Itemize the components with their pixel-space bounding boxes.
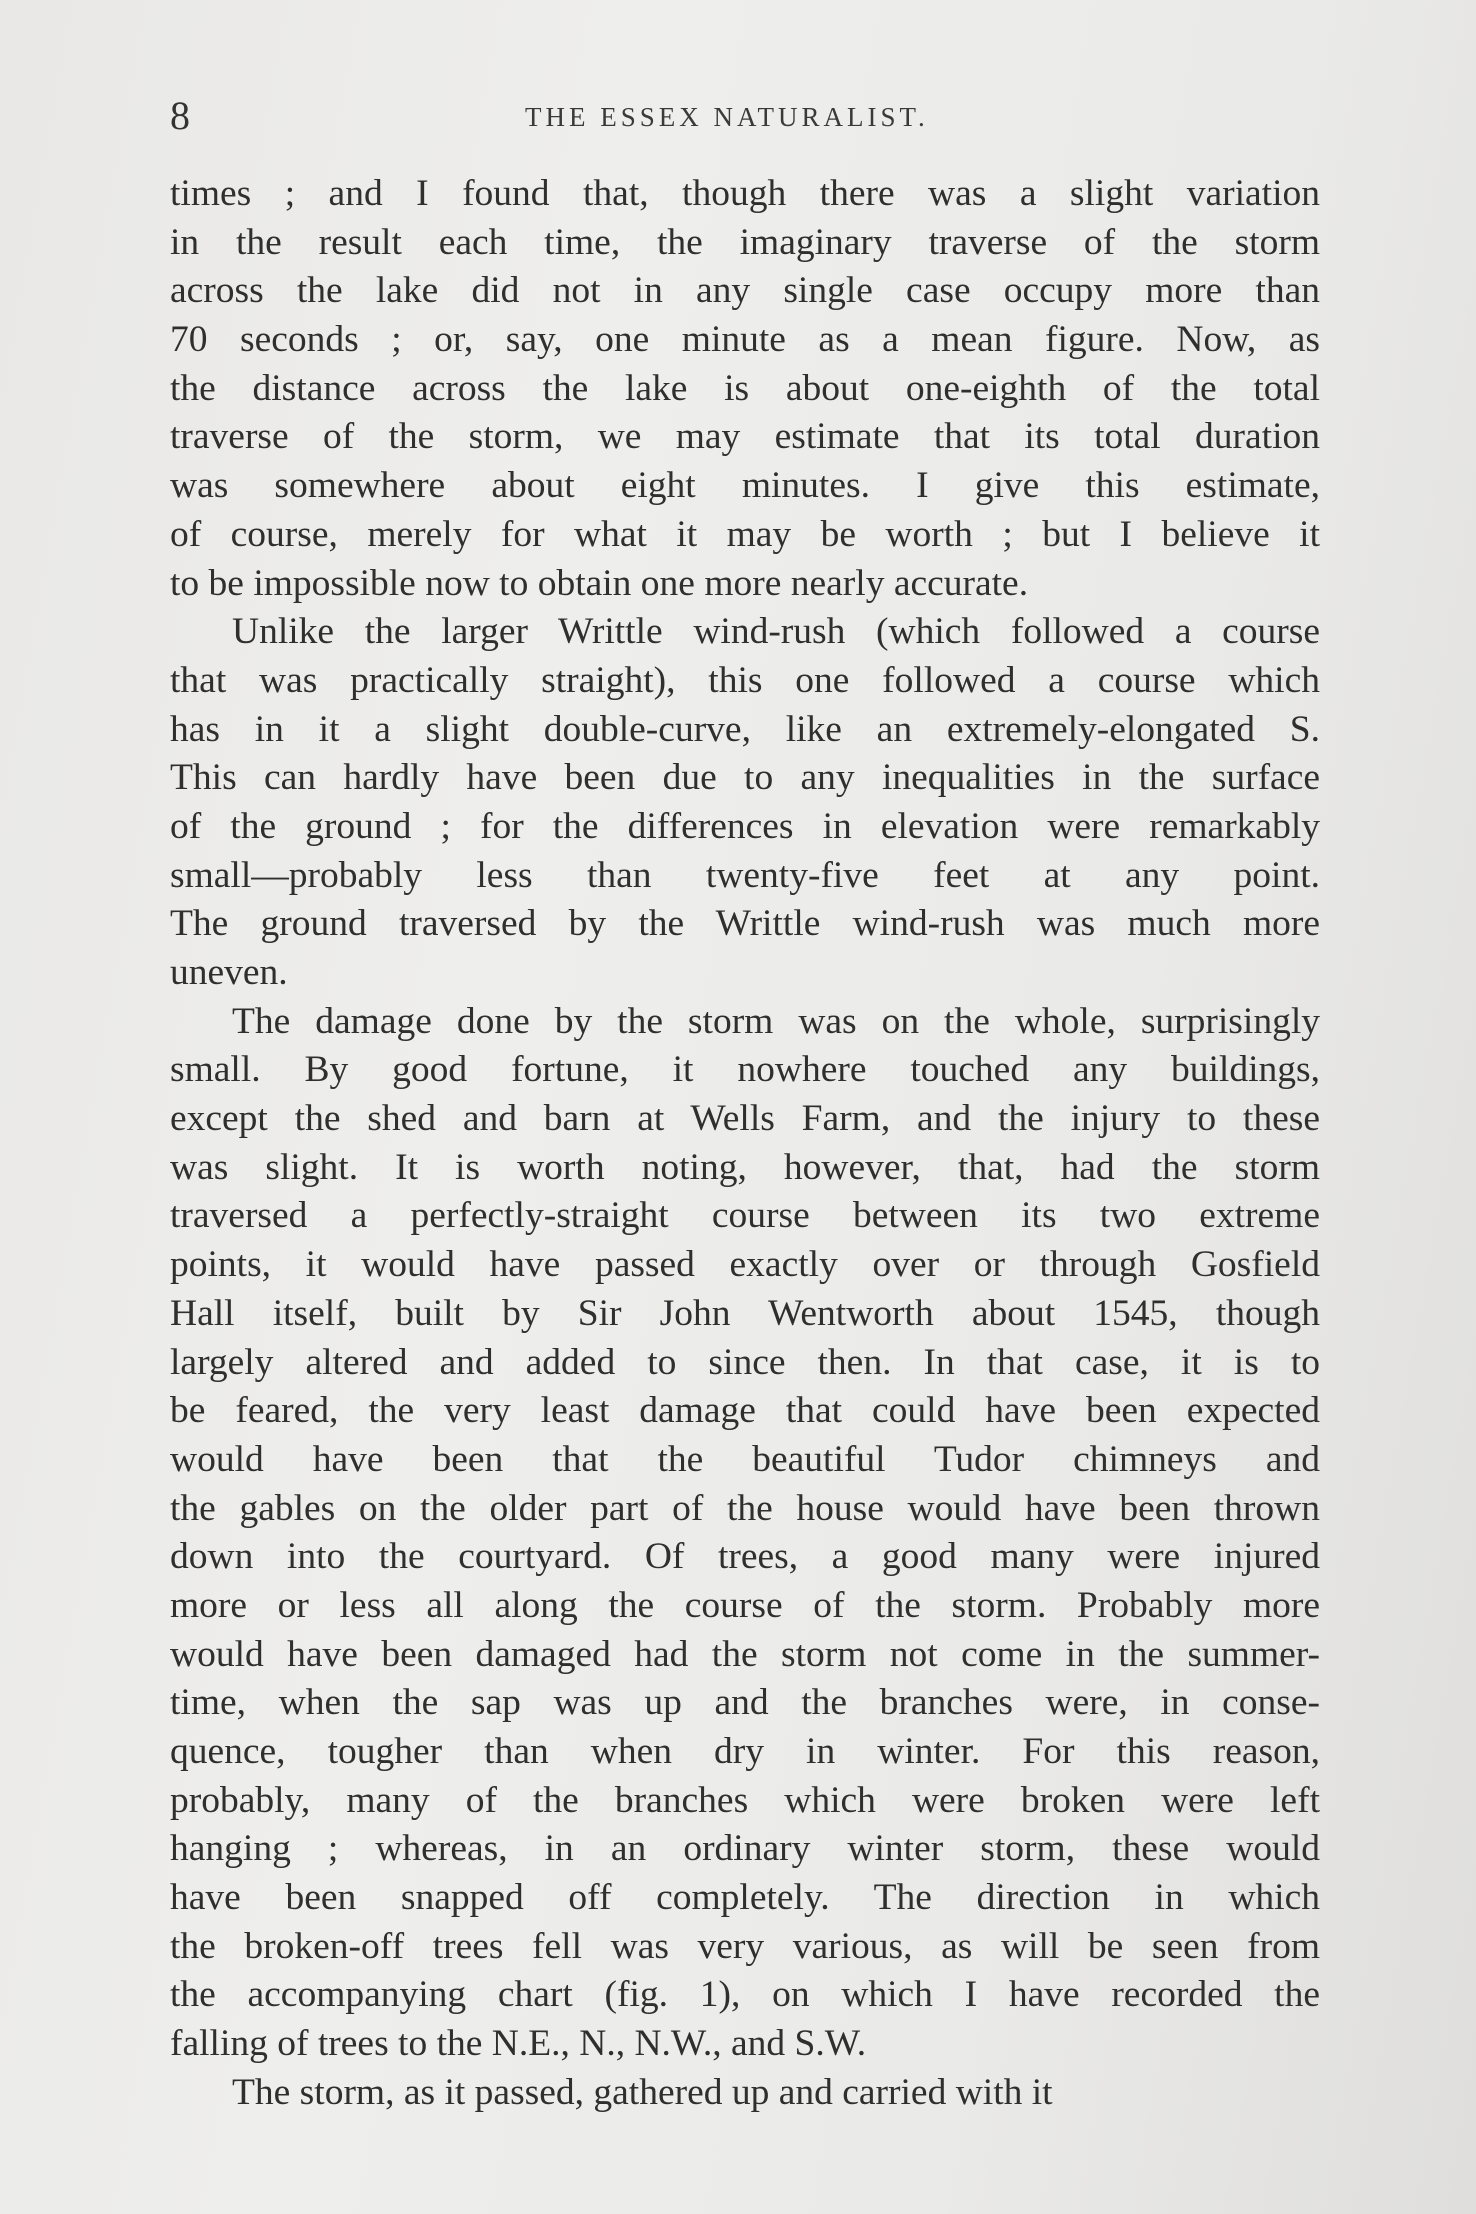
text-line: uneven. [170,952,288,993]
text-line: small. By good fortune, it nowhere touched any buildings, [170,1049,1320,1091]
text-line: quence, tougher than when dry in winter. For this reason, [170,1731,1320,1772]
text-line: has in it a slight double-curve, like an extremely-elongated S. [170,708,1320,750]
text-line: more or less all along the course of the storm. Probably more [170,1584,1320,1626]
text-line: across the lake did not in any single case occupy more than [170,270,1320,312]
text-line: Hall itself, built by Sir John Wentworth about 1545, though [170,1292,1320,1334]
text-line: except the shed and barn at Wells Farm, and the injury to these [170,1098,1320,1140]
text-line: of course, merely for what it may be worth ; but I believe it [170,513,1320,555]
text-line: to be impossible now to obtain one more nearly accurate. [170,562,1029,604]
paragraph-3 [170,998,1320,2069]
text-line: was somewhere about eight minutes. I give this estimate, [170,465,1320,507]
text-line: have been snapped off completely. The direction in which [170,1877,1320,1919]
text-line: in the result each time, the imaginary traverse of the storm [170,221,1320,263]
text-line: largely altered and added to since then. In that case, it is to [170,1341,1320,1383]
text-line: hanging ; whereas, in an ordinary winter storm, these would [170,1828,1320,1870]
text-line: points, it would have passed exactly over or through Gosfield [170,1244,1320,1286]
paragraph-2 [170,608,1320,998]
text-line: would have been that the beautiful Tudor chimneys and [170,1438,1320,1480]
text-line: traversed a perfectly-straight course between its two extreme [170,1195,1320,1237]
text-line: The storm, as it passed, gathered up and carried with it [232,2071,1053,2113]
text-line: the gables on the older part of the house would have been thrown [170,1487,1320,1529]
text-line: that was practically straight), this one followed a course which [170,659,1320,701]
text-line: the distance across the lake is about one-eighth of the total [170,367,1320,409]
text-line: of the ground ; for the differences in elevation were remarkably [170,805,1320,847]
text-line: down into the courtyard. Of trees, a good many were injured [170,1536,1320,1578]
text-line: Unlike the larger Writtle wind-rush (which followed a course [232,611,1320,653]
text-line: would have been damaged had the storm not come in the summer- [170,1633,1320,1675]
text-line: be feared, the very least damage that could have been expected [170,1390,1320,1432]
text-line: This can hardly have been due to any inequalities in the surface [170,757,1320,799]
text-line: falling of trees to the N.E., N., N.W., and S.W. [170,2023,867,2065]
paragraph-4 [170,2069,1320,2118]
text-line: the accompanying chart (fig. 1), on which I have recorded the [170,1974,1320,2016]
text-line: small—probably less than twenty-five feet at any point. [170,854,1320,896]
text-line: probably, many of the branches which were broken were left [170,1779,1320,1821]
text-line: was slight. It is worth noting, however, that, had the storm [170,1146,1320,1188]
running-head [170,92,1320,152]
journal-title: THE ESSEX NATURALIST. [525,102,929,132]
text-line: times ; and I found that, though there was a slight variation [170,173,1320,214]
text-line: the broken-off trees fell was very various, as will be seen from [170,1925,1320,1967]
text-line: 70 seconds ; or, say, one minute as a mean figure. Now, as [170,319,1320,361]
body-text [170,170,1320,2118]
paragraph-1 [170,170,1320,608]
text-line: traverse of the storm, we may estimate that its total duration [170,416,1320,458]
text-line: time, when the sap was up and the branches were, in conse- [170,1682,1320,1724]
text-line: The ground traversed by the Writtle wind-rush was much more [170,903,1320,945]
text-line: The damage done by the storm was on the whole, surprisingly [232,1000,1320,1042]
page-number: 8 [170,93,191,138]
